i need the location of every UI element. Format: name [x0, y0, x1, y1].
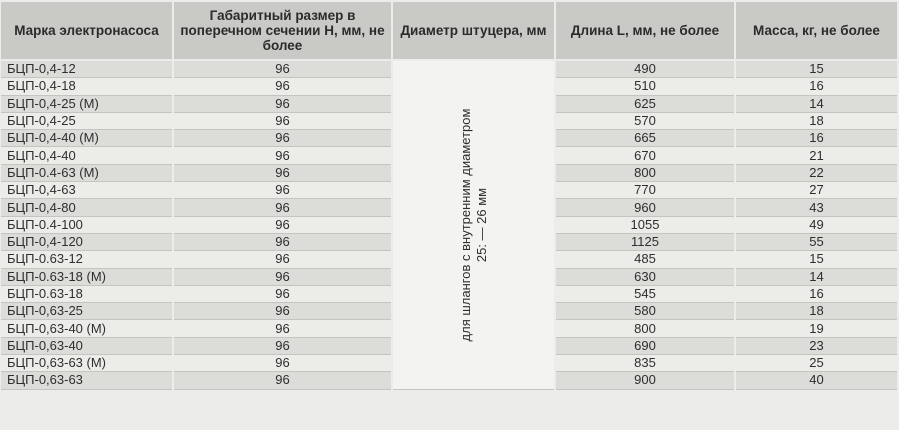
cell-model: БЦП-0,4-80 — [1, 199, 173, 216]
cell-length: 490 — [555, 60, 735, 78]
cell-size: 96 — [173, 164, 392, 181]
cell-size: 96 — [173, 78, 392, 95]
cell-mass: 25 — [735, 355, 897, 372]
cell-size: 96 — [173, 285, 392, 302]
cell-size: 96 — [173, 60, 392, 78]
cell-mass: 16 — [735, 130, 897, 147]
cell-mass: 40 — [735, 372, 897, 389]
cell-mass: 43 — [735, 199, 897, 216]
cell-model: БЦП-0,63-40 (М) — [1, 320, 173, 337]
cell-length: 630 — [555, 268, 735, 285]
cell-model: БЦП-0,4-40 — [1, 147, 173, 164]
cell-size: 96 — [173, 251, 392, 268]
cell-size: 96 — [173, 303, 392, 320]
cell-model: БЦП-0.4-63 (М) — [1, 164, 173, 181]
cell-mass: 49 — [735, 216, 897, 233]
cell-mass: 19 — [735, 320, 897, 337]
cell-mass: 21 — [735, 147, 897, 164]
cell-length: 690 — [555, 337, 735, 354]
cell-length: 770 — [555, 182, 735, 199]
table-body — [1, 60, 897, 389]
cell-model: БЦП-0.63-18 — [1, 285, 173, 302]
cell-model: БЦП-0,63-63 (М) — [1, 355, 173, 372]
cell-length: 670 — [555, 147, 735, 164]
cell-model: БЦП-0,4-25 — [1, 112, 173, 129]
cell-length: 900 — [555, 372, 735, 389]
cell-model: БЦП-0,63-63 — [1, 372, 173, 389]
cell-mass: 23 — [735, 337, 897, 354]
cell-mass: 14 — [735, 268, 897, 285]
cell-length: 625 — [555, 95, 735, 112]
cell-mass: 27 — [735, 182, 897, 199]
cell-size: 96 — [173, 233, 392, 250]
cell-length: 580 — [555, 303, 735, 320]
cell-size: 96 — [173, 95, 392, 112]
cell-model: БЦП-0,63-40 — [1, 337, 173, 354]
cell-size: 96 — [173, 355, 392, 372]
cell-length: 800 — [555, 164, 735, 181]
cell-model: БЦП-0,4-25 (М) — [1, 95, 173, 112]
cell-mass: 22 — [735, 164, 897, 181]
header-mass: Масса, кг, не более — [735, 2, 897, 60]
cell-size: 96 — [173, 337, 392, 354]
cell-model: БЦП-0,4-12 — [1, 60, 173, 78]
cell-mass: 18 — [735, 303, 897, 320]
cell-size: 96 — [173, 182, 392, 199]
cell-size: 96 — [173, 216, 392, 233]
cell-length: 835 — [555, 355, 735, 372]
cell-length: 545 — [555, 285, 735, 302]
header-fitting-diameter: Диаметр штуцера, мм — [392, 2, 555, 60]
cell-size: 96 — [173, 320, 392, 337]
cell-model: БЦП-0.63-18 (М) — [1, 268, 173, 285]
cell-mass: 14 — [735, 95, 897, 112]
cell-model: БЦП-0.4-100 — [1, 216, 173, 233]
cell-mass: 16 — [735, 285, 897, 302]
cell-mass: 15 — [735, 60, 897, 78]
cell-length: 1055 — [555, 216, 735, 233]
fitting-note-vertical: для шлангов с внутренним диаметром 25: — 26 мм — [457, 108, 489, 342]
cell-length: 800 — [555, 320, 735, 337]
table-header — [1, 2, 897, 60]
cell-length: 510 — [555, 78, 735, 95]
cell-size: 96 — [173, 130, 392, 147]
header-row — [1, 2, 897, 60]
pump-spec-table — [1, 2, 897, 390]
cell-length: 570 — [555, 112, 735, 129]
cell-length: 665 — [555, 130, 735, 147]
cell-fitting-diameter — [392, 60, 555, 389]
header-model: Марка электронасоса — [1, 2, 173, 60]
cell-mass: 18 — [735, 112, 897, 129]
table-row — [1, 60, 897, 78]
cell-size: 96 — [173, 199, 392, 216]
header-size: Габаритный размер в поперечном сечении Н, мм, не более — [173, 2, 392, 60]
cell-model: БЦП-0,4-120 — [1, 233, 173, 250]
cell-length: 960 — [555, 199, 735, 216]
header-length: Длина L, мм, не более — [555, 2, 735, 60]
cell-size: 96 — [173, 372, 392, 389]
cell-size: 96 — [173, 147, 392, 164]
cell-model: БЦП-0.63-12 — [1, 251, 173, 268]
cell-mass: 15 — [735, 251, 897, 268]
cell-mass: 16 — [735, 78, 897, 95]
cell-size: 96 — [173, 112, 392, 129]
cell-length: 485 — [555, 251, 735, 268]
cell-size: 96 — [173, 268, 392, 285]
cell-length: 1125 — [555, 233, 735, 250]
cell-model: БЦП-0,4-63 — [1, 182, 173, 199]
cell-mass: 55 — [735, 233, 897, 250]
cell-model: БЦП-0,4-40 (М) — [1, 130, 173, 147]
cell-model: БЦП-0,63-25 — [1, 303, 173, 320]
cell-model: БЦП-0,4-18 — [1, 78, 173, 95]
